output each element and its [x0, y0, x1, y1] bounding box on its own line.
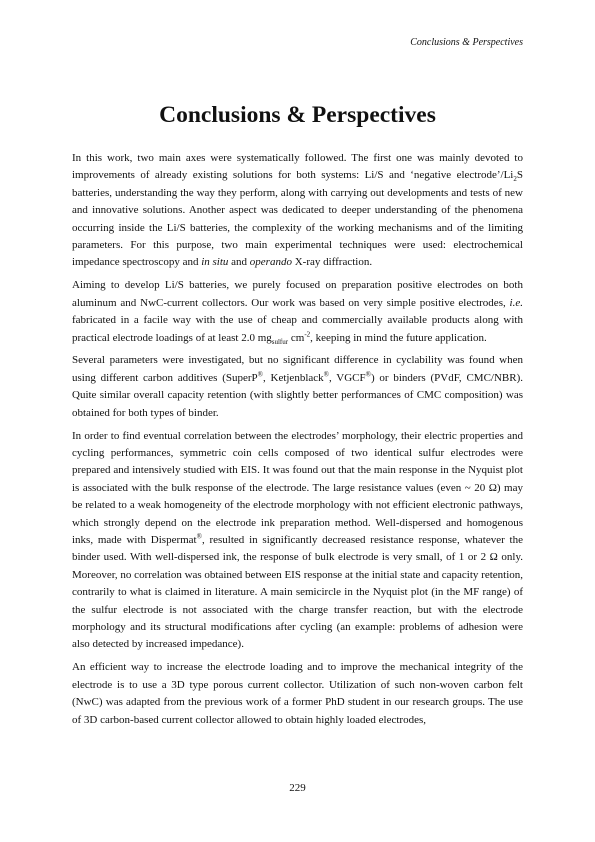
- body-text: [72, 150, 523, 735]
- paragraph-3: Several parameters were investigated, but no significant difference in cyclability was found when using different carbon additives (SuperP®, Ketjenblack®, VGCF®) or binders (PVdF, CMC/NBR). Quite similar overall capacity retention (with slightly better performances of CMC composition) was obtained for both types of binder.: [72, 354, 523, 419]
- page-title: Conclusions & Perspectives: [159, 102, 436, 128]
- running-header: Conclusions & Perspectives: [410, 37, 523, 48]
- paragraph-5: An efficient way to increase the electrode loading and to improve the mechanical integrity of the electrode is to use a 3D type porous current collector. Utilization of such non-woven carbon felt (NwC) was adapted from the previous work of a former PhD student in our research groups. The use of 3D carbon-based current collector allowed to obtain highly loaded electrodes,: [72, 661, 523, 726]
- paragraph-2: Aiming to develop Li/S batteries, we purely focused on preparation positive electrodes on both aluminum and NwC-current collectors. Our work was based on very simple positive electrodes, i.e. fabricated in a facile way with the use of cheap and commercially available products along with practical electrode loadings of at least 2.0 $mg_{sulfur}$ $cm^{-2}$, keeping in mind the future application.: [72, 279, 523, 346]
- paragraph-1: In this work, two main axes were systematically followed. The first one was mainly devoted to improvements of already existing solutions for both systems: Li/S and ‘negative $electrode’/Li_2S$ batteries, understanding the way they perform, along with carrying out developments and tests of new and innovative solutions. Another aspect was dedicated to deeper understanding of the phenomena occurring inside the Li/S batteries, the complexity of the working mechanisms and of the limiting parameters. For this purpose, two main experimental techniques were used: electrochemical impedance spectroscopy and in situ and operando X-ray diffraction.: [72, 152, 523, 269]
- paragraph-4: In order to find eventual correlation between the electrodes’ morphology, their electric properties and cycling performances, symmetric coin cells composed of two identical sulfur electrodes were prepared and intensively studied with EIS. It was found out that the main response in the Nyquist plot is associated with the bulk response of the electrode. The large resistance values (even ~ 20 Ω) may be related to a weak homogeneity of the electrode morphology with not efficient electronic pathways, which strongly depend on the electrode ink preparation method. Well-dispersed and homogenous inks, made with Dispermat®, resulted in significantly decreased resistance response, whatever the binder used. With well-dispersed ink, the response of bulk electrode is very small, of 1 or 2 Ω only. Moreover, no correlation was obtained between EIS response at the initial state and capacity retention, contrarily to what is claimed in literature. A main semicircle in the Nyquist plot (in the MF range) of the sulfur electrode is not associated with the charge transfer reaction, but with the electrode morphology and its structural modifications after cycling (an example: problems of adhesion were also detected by increased impedance).: [72, 429, 524, 651]
- page-number: 229: [289, 782, 306, 794]
